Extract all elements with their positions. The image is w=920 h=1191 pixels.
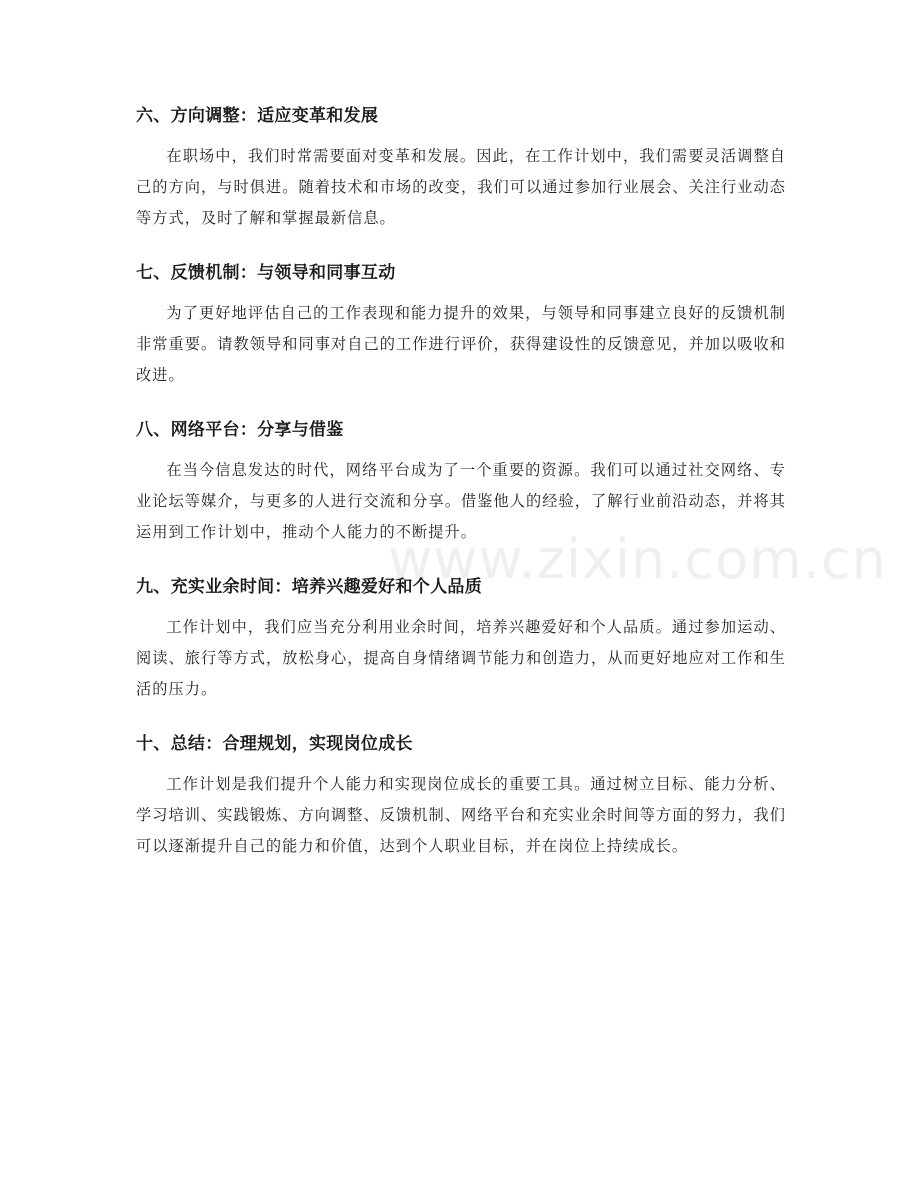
section-heading: 十、总结：合理规划，实现岗位成长	[136, 734, 413, 754]
section-summary	[136, 732, 786, 862]
section-network-platform	[136, 418, 786, 548]
section-paragraph: 在当今信息发达的时代，网络平台成为了一个重要的资源。我们可以通过社交网络、专业论坛等媒介，与更多的人进行交流和分享。借鉴他人的经验，了解行业前沿动态，并将其运用到工作计划中，推动个人能力的不断提升。	[136, 461, 786, 541]
section-paragraph: 为了更好地评估自己的工作表现和能力提升的效果，与领导和同事建立良好的反馈机制非常重要。请教领导和同事对自己的工作进行评价，获得建设性的反馈意见，并加以吸收和改进。	[136, 304, 786, 384]
section-heading: 八、网络平台：分享与借鉴	[136, 420, 344, 440]
section-heading: 九、充实业余时间：培养兴趣爱好和个人品质	[136, 577, 482, 597]
section-paragraph: 在职场中，我们时常需要面对变革和发展。因此，在工作计划中，我们需要灵活调整自己的方向，与时俱进。随着技术和市场的改变，我们可以通过参加行业展会、关注行业动态等方式，及时了解和掌握最新信息。	[136, 147, 786, 227]
document-body	[136, 104, 786, 889]
section-paragraph: 工作计划是我们提升个人能力和实现岗位成长的重要工具。通过树立目标、能力分析、学习培训、实践锻炼、方向调整、反馈机制、网络平台和充实业余时间等方面的努力，我们可以逐渐提升自己的能力和价值，达到个人职业目标，并在岗位上持续成长。	[136, 775, 786, 855]
section-heading: 七、反馈机制：与领导和同事互动	[136, 263, 396, 283]
section-heading: 六、方向调整：适应变革和发展	[136, 106, 379, 126]
section-feedback-mechanism	[136, 261, 786, 391]
watermark: www.zixin.com.cn	[388, 528, 887, 591]
section-spare-time	[136, 575, 786, 705]
section-paragraph: 工作计划中，我们应当充分利用业余时间，培养兴趣爱好和个人品质。通过参加运动、阅读、旅行等方式，放松身心，提高自身情绪调节能力和创造力，从而更好地应对工作和生活的压力。	[136, 618, 786, 698]
section-direction-adjustment	[136, 104, 786, 234]
